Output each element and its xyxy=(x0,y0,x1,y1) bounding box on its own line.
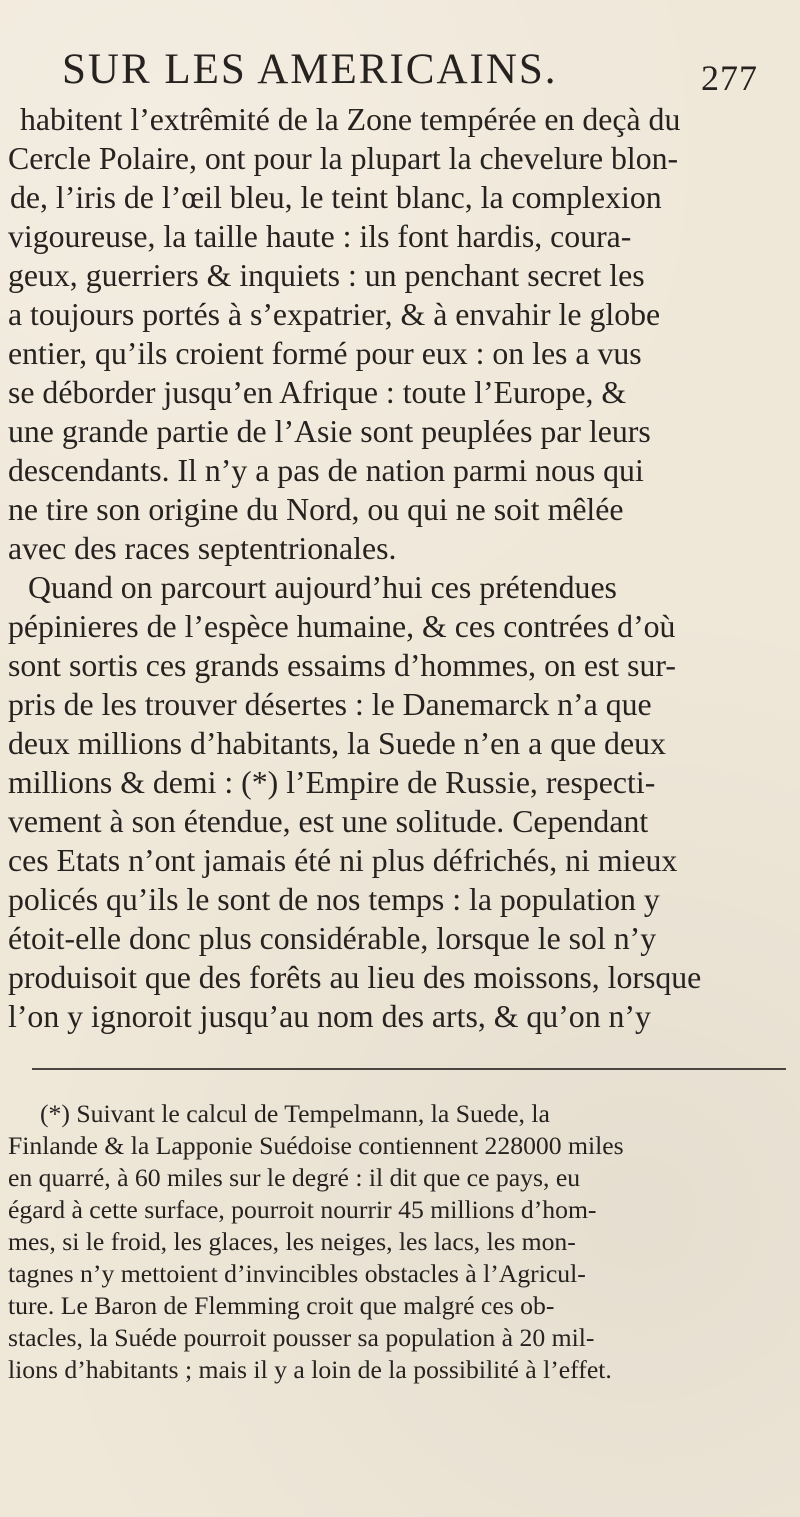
footnote-line-6: tagnes n’y mettoient d’invincibles obstacles à l’Agricul- xyxy=(8,1259,586,1288)
footnote-line-4: égard à cette surface, pourroit nourrir 45 millions d’hom- xyxy=(8,1195,597,1224)
footnote-line-7: ture. Le Baron de Flemming croit que malgré ces ob- xyxy=(8,1291,555,1320)
main-text-line-9: une grande partie de l’Asie sont peuplées par leurs xyxy=(8,414,651,449)
footnote-separator-rule xyxy=(32,1068,786,1070)
page-number: 277 xyxy=(701,58,758,98)
main-text-line-2: Cercle Polaire, ont pour la plupart la chevelure blon- xyxy=(8,141,679,176)
main-text-line-3: de, l’iris de l’œil bleu, le teint blanc, la complexion xyxy=(10,180,662,215)
main-text-line-8: se déborder jusqu’en Afrique : toute l’Europe, & xyxy=(8,375,627,410)
main-text-line-17: deux millions d’habitants, la Suede n’en a que deux xyxy=(8,726,666,761)
main-text-line-15: sont sortis ces grands essaims d’hommes, on est sur- xyxy=(8,648,676,683)
main-text-line-6: a toujours portés à s’expatrier, & à envahir le globe xyxy=(8,297,661,332)
footnote-line-1: (*) Suivant le calcul de Tempelmann, la Suede, la xyxy=(40,1099,550,1128)
main-text-line-23: produisoit que des forêts au lieu des moissons, lorsque xyxy=(8,960,702,995)
main-text-line-21: policés qu’ils le sont de nos temps : la population y xyxy=(8,882,660,917)
footnote-line-3: en quarré, à 60 miles sur le degré : il dit que ce pays, eu xyxy=(8,1163,581,1192)
main-text-line-14: pépinieres de l’espèce humaine, & ces contrées d’où xyxy=(8,609,676,644)
footnote-line-9: lions d’habitants ; mais il y a loin de la possibilité à l’effet. xyxy=(8,1355,612,1384)
main-text-line-12: avec des races septentrionales. xyxy=(8,531,397,566)
main-text-line-19: vement à son étendue, est une solitude. Cependant xyxy=(8,804,649,839)
main-text-line-1: habitent l’extrêmité de la Zone tempérée en deçà du xyxy=(20,102,681,137)
main-text-line-13: Quand on parcourt aujourd’hui ces prétendues xyxy=(28,570,617,605)
main-text-line-20: ces Etats n’ont jamais été ni plus défrichés, ni mieux xyxy=(8,843,678,878)
main-text-line-18: millions & demi : (*) l’Empire de Russie, respecti- xyxy=(8,765,656,800)
main-text-line-16: pris de les trouver désertes : le Danemarck n’a que xyxy=(8,687,652,722)
main-text-line-10: descendants. Il n’y a pas de nation parmi nous qui xyxy=(8,453,644,488)
main-text-line-22: étoit-elle donc plus considérable, lorsque le sol n’y xyxy=(8,921,657,956)
running-head xyxy=(0,34,800,96)
main-text-line-4: vigoureuse, la taille haute : ils font hardis, coura- xyxy=(8,219,632,254)
main-text-line-11: ne tire son origine du Nord, ou qui ne soit mêlée xyxy=(8,492,624,527)
footnote-line-5: mes, si le froid, les glaces, les neiges, les lacs, les mon- xyxy=(8,1227,576,1256)
footnote-line-8: stacles, la Suéde pourroit pousser sa population à 20 mil- xyxy=(8,1323,595,1352)
running-head-title: SUR LES AMERICAINS. xyxy=(62,46,558,93)
main-text-line-7: entier, qu’ils croient formé pour eux : on les a vus xyxy=(8,336,642,371)
footnote-line-2: Finlande & la Lapponie Suédoise contiennent 228000 miles xyxy=(8,1131,624,1160)
main-text-line-24: l’on y ignoroit jusqu’au nom des arts, & qu’on n’y xyxy=(8,999,651,1034)
main-text-line-5: geux, guerriers & inquiets : un penchant secret les xyxy=(8,258,645,293)
